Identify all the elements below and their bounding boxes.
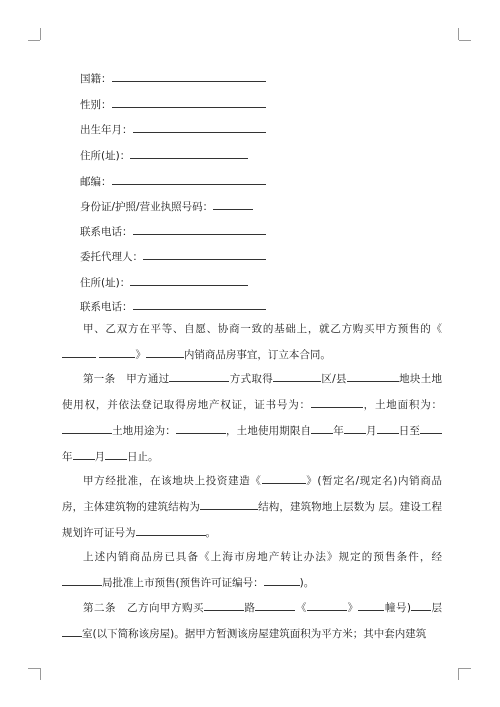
p5-text-g: 室(以下简称该房屋)。据甲方暂测该房屋建筑面积为平方米；其中套内建筑 xyxy=(82,628,427,640)
field-birth-date-label: 出生年月： xyxy=(80,124,133,136)
field-agent-phone xyxy=(80,298,266,314)
field-phone-label: 联系电话： xyxy=(80,226,133,238)
p4-text-c: )。 xyxy=(299,577,315,589)
p2-text-b: 方式取得 xyxy=(229,373,274,385)
p2-text-d: 地块土地使用权，并依法登记取得房地产权证，证书号为： xyxy=(62,373,443,411)
p5-blank-road[interactable] xyxy=(255,599,295,611)
field-agent xyxy=(80,248,266,264)
p3-text-a: 甲方经批准，在该地块上投资建造《 xyxy=(83,475,262,487)
p5-text-e: 幢号) xyxy=(384,602,412,614)
p2-text-a: 第一条 甲方通过 xyxy=(83,373,170,385)
p5-text-b: 路 xyxy=(243,602,256,614)
p2-blank-plot[interactable] xyxy=(347,370,399,382)
paragraph-article-1 xyxy=(62,366,442,470)
field-postcode xyxy=(80,173,266,189)
p3-text-c: 结构，建筑物地上层数为 层。建设工程规划许可证号为 xyxy=(62,501,443,539)
agent-phone-blank[interactable] xyxy=(133,298,266,310)
p2-blank-year1[interactable] xyxy=(311,422,333,434)
p2-blank-month2[interactable] xyxy=(73,448,95,460)
field-gender-label: 性别： xyxy=(80,99,112,111)
p3-text-d: 。 xyxy=(205,527,216,539)
p2-blank-district[interactable] xyxy=(273,370,321,382)
p3-blank-structure[interactable] xyxy=(200,498,258,510)
p1-blank-1[interactable] xyxy=(62,346,96,358)
p3-text-b: 》(暂定名/现定名)内销商品房，主体建筑物的建筑结构为 xyxy=(62,475,443,513)
field-agent-address xyxy=(80,274,248,290)
field-address xyxy=(80,147,248,163)
postcode-blank[interactable] xyxy=(112,173,266,185)
gender-blank[interactable] xyxy=(112,96,266,108)
p2-text-c: 区/县 xyxy=(321,373,347,385)
p2-blank-usage[interactable] xyxy=(176,422,226,434)
p2-blank-method[interactable] xyxy=(169,370,229,382)
p5-blank-room[interactable] xyxy=(62,625,82,637)
p2-text-m: 日止。 xyxy=(127,451,159,463)
field-agent-phone-label: 联系电话： xyxy=(80,301,133,313)
p2-text-l: 月 xyxy=(94,451,105,463)
paragraph-agreement-intro xyxy=(62,316,442,368)
p1-blank-2[interactable] xyxy=(99,346,135,358)
p2-text-g: ，土地使用期限自 xyxy=(225,425,312,437)
id-number-blank[interactable] xyxy=(213,198,253,210)
field-agent-address-label: 住所(址)： xyxy=(80,277,131,289)
p5-text-f: 层 xyxy=(431,602,443,614)
p2-blank-cert[interactable] xyxy=(311,396,363,408)
p5-blank-building[interactable] xyxy=(358,599,384,611)
p1-text-a: 甲、乙双方在平等、自愿、协商一致的基础上，就乙方购买甲方预售的《 xyxy=(83,323,442,335)
p2-text-i: 月 xyxy=(365,425,377,437)
p2-text-k: 年 xyxy=(62,451,73,463)
p4-text-a: 上述内销商品房已具备《上海市房地产转让办法》规定的预售条件，经 xyxy=(83,551,442,563)
p4-blank-bureau[interactable] xyxy=(62,574,102,586)
agent-address-blank[interactable] xyxy=(130,274,248,286)
paragraph-construction xyxy=(62,468,442,546)
p3-blank-permit[interactable] xyxy=(136,524,206,536)
field-gender xyxy=(80,96,266,112)
address-blank[interactable] xyxy=(130,147,248,159)
phone-blank[interactable] xyxy=(133,223,266,235)
p1-text-c: 内销商品房事宜，订立本合同。 xyxy=(183,349,331,361)
p2-text-h: 年 xyxy=(333,425,344,437)
field-nationality-label: 国籍： xyxy=(80,73,112,85)
p4-text-b: 局批准上市预售(预售许可证编号： xyxy=(102,577,264,589)
paragraph-presale-conditions xyxy=(62,544,442,596)
p3-blank-name[interactable] xyxy=(262,472,306,484)
agent-blank[interactable] xyxy=(143,248,266,260)
paragraph-article-2 xyxy=(62,595,442,647)
p4-blank-license[interactable] xyxy=(264,574,300,586)
p5-blank-floor[interactable] xyxy=(411,599,431,611)
p2-text-f: 土地用途为： xyxy=(112,425,176,437)
p5-text-d: 》 xyxy=(346,602,359,614)
p5-blank-district[interactable] xyxy=(204,599,244,611)
p2-blank-year2[interactable] xyxy=(420,422,442,434)
field-agent-label: 委托代理人： xyxy=(80,251,143,263)
p5-blank-name[interactable] xyxy=(307,599,347,611)
field-id-number xyxy=(80,198,253,214)
p2-blank-area[interactable] xyxy=(62,422,112,434)
p2-blank-day1[interactable] xyxy=(377,422,399,434)
p5-text-c: 《 xyxy=(295,602,307,614)
p5-text-a: 第二条 乙方向甲方购买 xyxy=(83,602,204,614)
field-id-number-label: 身份证/护照/营业执照号码： xyxy=(80,201,214,213)
field-phone xyxy=(80,223,266,239)
p1-text-b: 》 xyxy=(135,349,146,361)
p2-text-j: 日至 xyxy=(398,425,421,437)
field-postcode-label: 邮编： xyxy=(80,176,112,188)
nationality-blank[interactable] xyxy=(112,70,266,82)
field-nationality xyxy=(80,70,266,86)
field-birth-date xyxy=(80,121,266,137)
p1-blank-3[interactable] xyxy=(146,346,184,358)
p2-blank-day2[interactable] xyxy=(105,448,127,460)
p2-blank-month1[interactable] xyxy=(344,422,366,434)
p2-text-e: ，土地面积为： xyxy=(362,399,443,411)
birth-date-blank[interactable] xyxy=(133,121,266,133)
field-address-label: 住所(址)： xyxy=(80,150,131,162)
